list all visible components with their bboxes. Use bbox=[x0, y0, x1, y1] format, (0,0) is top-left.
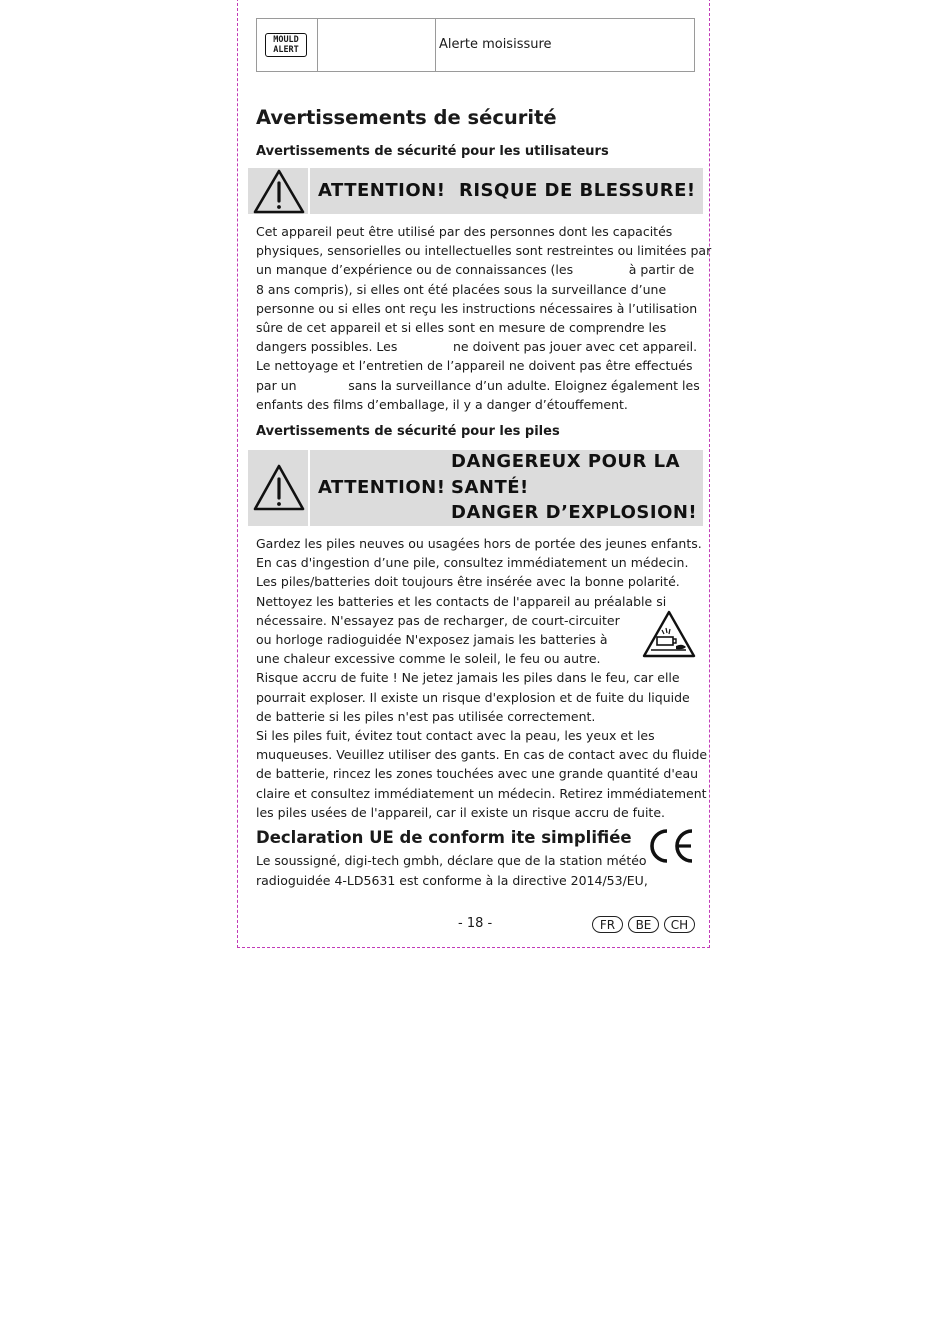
manual-page bbox=[237, 0, 710, 948]
risk-label: RISQUE DE BLESSURE! bbox=[459, 180, 696, 201]
batteries-paragraph: Gardez les piles neuves ou usagées hors de portée des jeunes enfants. En cas d'ingestion d’une pile, consultez immédiatement un médecin. Les piles/batteries doit toujours être insérée avec la bonne polarité. Nettoyez les batteries et les contacts de l'appareil au préalable si nécessaire. N'essayez pas de recharger, de court-circuiter ou horloge radioguidée N'exposez jamais les batteries à une chaleur excessive comme le soleil, le feu ou autre. Risque accru de fuite ! Ne jetez jamais les piles dans le feu, car elle pourrait exploser. Il existe un risque d'explosion et de fuite du liquide de batterie si les piles n'est pas utilisée correctement. Si les piles fuit, évitez tout contact avec la peau, les yeux et les muqueuses. Veuillez utiliser des gants. En cas de contact avec du fluide de batterie, rincez les zones touchées avec une grande quantité d'eau claire et consultez immédiatement un médecin. Retirez immédiatement les piles usées de l'appareil, car il existe un risque accru de fuite. bbox=[256, 536, 708, 820]
danger-line-1: DANGEREUX POUR LA bbox=[451, 451, 681, 472]
symbol-description: Alerte moisissure bbox=[439, 37, 552, 52]
corrosive-battery-warning-icon bbox=[642, 610, 696, 658]
declaration-title: Declaration UE de conform ite simplifiée bbox=[256, 828, 632, 847]
warning-band-explosion bbox=[248, 450, 703, 526]
section-title: Avertissements de sécurité bbox=[256, 106, 557, 129]
symbol-cell bbox=[257, 19, 318, 71]
danger-line-3: DANGER D’EXPLOSION! bbox=[451, 502, 698, 523]
country-badge-ch: CH bbox=[664, 916, 695, 933]
attention-label: ATTENTION! bbox=[318, 180, 446, 201]
mould-alert-icon: MOULD ALERT bbox=[265, 33, 307, 57]
users-paragraph: Cet appareil peut être utilisé par des personnes dont les capacités physiques, sensorielles ou intellectuelles sont restreintes ou limitées par un manque d’expérience ou de connaissances (les à partir de 8 ans compris), si elles ont été placées sous la surveillance d’une personne ou si elles ont reçu les instructions nécessaires à l’utilisation sûre de cet appareil et si elles sont en mesure de comprendre les dangers possibles. Les ne doivent pas jouer avec cet appareil. Le nettoyage et l’entretien de l’appareil ne doivent pas être effectués par un sans la surveillance d’un adulte. Eloignez également les enfants des films d’emballage, il y a danger d’étouffement. bbox=[256, 224, 712, 412]
danger-line-2: SANTÉ! bbox=[451, 477, 529, 498]
country-badge-fr: FR bbox=[592, 916, 623, 933]
warning-band-injury bbox=[248, 168, 703, 214]
declaration-paragraph: Le soussigné, digi-tech gmbh, déclare que de la station météo radioguidée 4-LD5631 est conforme à la directive 2014/53/EU, bbox=[256, 853, 648, 888]
symbol-table-row bbox=[256, 18, 695, 72]
batteries-subheading: Avertissements de sécurité pour les piles bbox=[256, 424, 560, 439]
users-subheading: Avertissements de sécurité pour les utilisateurs bbox=[256, 144, 609, 159]
page-number: - 18 - bbox=[458, 916, 493, 931]
empty-cell bbox=[318, 19, 436, 71]
attention-label: ATTENTION! bbox=[318, 477, 446, 498]
ce-mark-icon bbox=[648, 828, 696, 864]
warning-triangle-icon bbox=[252, 463, 306, 513]
country-badge-be: BE bbox=[628, 916, 659, 933]
warning-triangle-icon bbox=[252, 168, 306, 214]
